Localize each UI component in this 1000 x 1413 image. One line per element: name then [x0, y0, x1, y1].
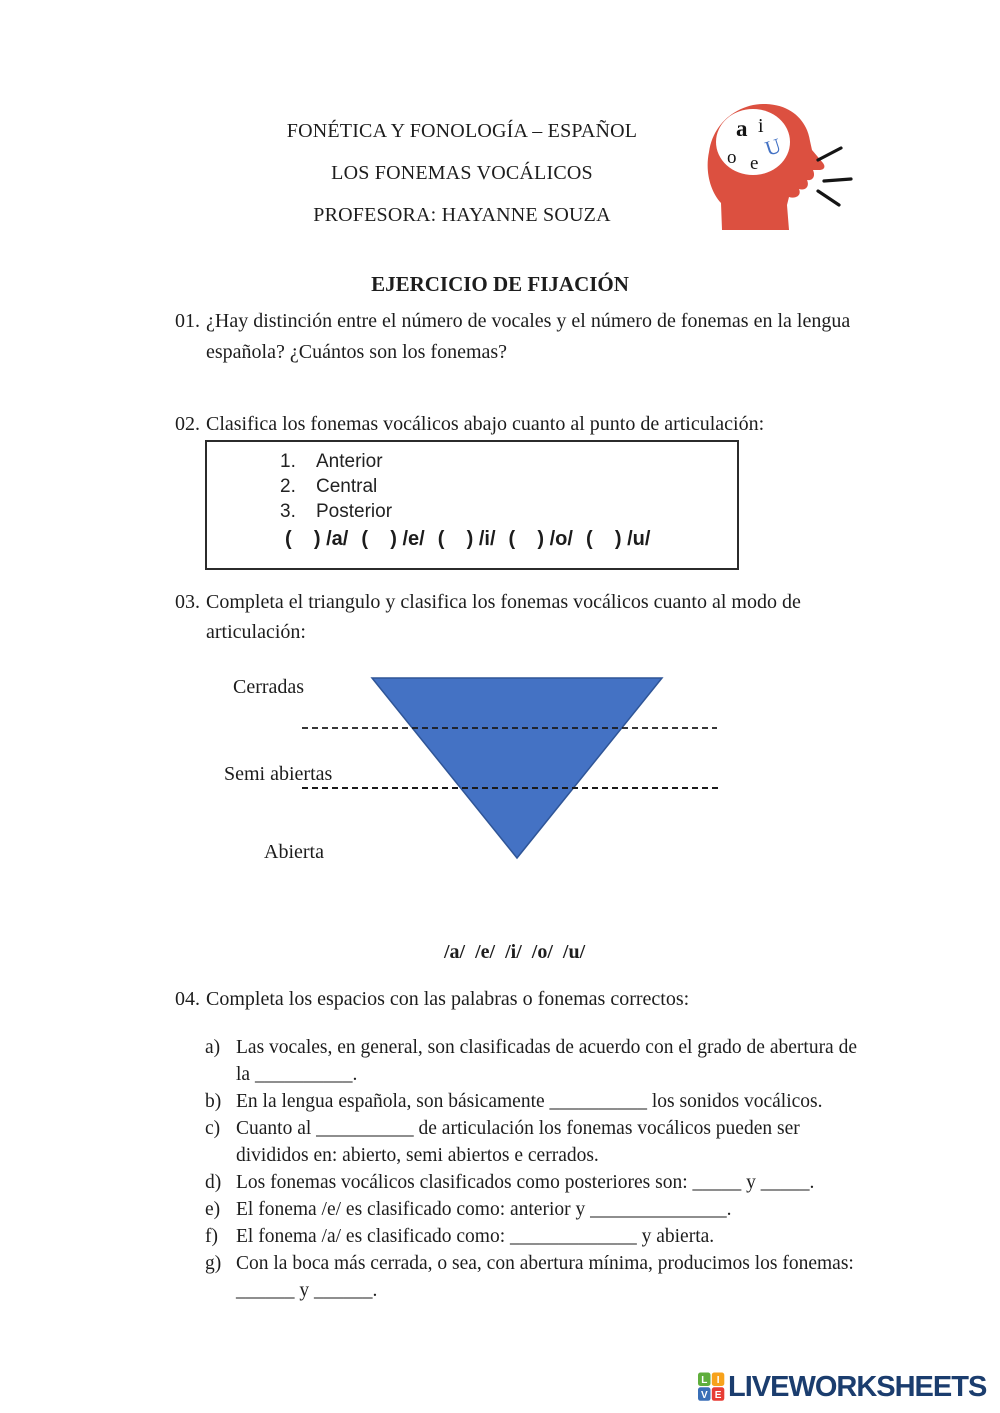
item-d: [205, 1169, 867, 1196]
options-list: [280, 449, 392, 524]
question-03: [175, 587, 865, 647]
item-label: b): [205, 1091, 222, 1112]
inverted-triangle-shape: [372, 678, 662, 858]
item-text: Con la boca más cerrada, o sea, con abertura mínima, producimos los fonemas: ______ y ______.: [236, 1253, 854, 1301]
tile-letter-i: I: [716, 1375, 720, 1386]
answer-parens[interactable]: ( ): [508, 528, 545, 550]
question-03-text: Completa el triangulo y clasifica los fonemas vocálicos cuanto al modo de articulación:: [206, 591, 801, 643]
phoneme-o: /o/: [531, 941, 553, 963]
item-b: [205, 1088, 867, 1115]
title-line-1: FONÉTICA Y FONOLOGÍA – ESPAÑOL: [286, 120, 638, 142]
option-number: 1.: [280, 451, 296, 472]
item-text: Los fonemas vocálicos clasificados como posteriores son: _____ y _____.: [236, 1172, 815, 1193]
answer-parens[interactable]: ( ): [437, 528, 474, 550]
answer-slot-a[interactable]: [285, 528, 348, 551]
option-number: 3.: [280, 501, 296, 522]
option-posterior: [280, 499, 392, 524]
item-text: Cuanto al __________ de articulación los fonemas vocálicos pueden ser divididos en: abierto, semi abiertos e cerrados.: [236, 1118, 800, 1166]
tile-letter-l: L: [701, 1375, 708, 1386]
liveworksheets-wordmark[interactable]: LIVEWORKSHEETS: [728, 1370, 987, 1403]
phoneme-o-label: /o/: [549, 528, 573, 550]
item-f: [205, 1223, 867, 1250]
phoneme-e: /e/: [475, 941, 496, 963]
item-g: [205, 1250, 867, 1304]
triangle-phoneme-row: [444, 941, 585, 964]
option-central: [280, 474, 392, 499]
phoneme-a: /a/: [444, 941, 466, 963]
phoneme-a-label: /a/: [326, 528, 349, 550]
question-02: [175, 409, 873, 440]
phoneme-u: /u/: [562, 941, 586, 963]
exercise-heading: EJERCICIO DE FIJACIÓN: [371, 272, 629, 296]
question-04: [175, 984, 873, 1015]
brain-letter-e: e: [750, 153, 759, 174]
item-label: a): [205, 1037, 221, 1058]
answer-slot-u[interactable]: [586, 528, 650, 551]
item-label: c): [205, 1118, 221, 1139]
question-01-text: ¿Hay distinción entre el número de vocales y el número de fonemas en la lengua española? ¿Cuántos son los fonemas?: [206, 310, 851, 363]
question-01-number: 01.: [175, 310, 200, 332]
title-line-2: LOS FONEMAS VOCÁLICOS: [331, 162, 593, 184]
phoneme-u-label: /u/: [627, 528, 651, 550]
item-label: f): [205, 1226, 218, 1247]
option-number: 2.: [280, 476, 296, 497]
question-02-number: 02.: [175, 413, 200, 435]
item-text: Las vocales, en general, son clasificadas de acuerdo con el grado de abertura de la __________.: [236, 1037, 857, 1085]
question-04-text: Completa los espacios con las palabras o fonemas correctos:: [206, 988, 690, 1010]
item-c: [205, 1115, 867, 1169]
vowel-triangle-diagram: [300, 668, 730, 868]
triangle-label-semi-abiertas: Semi abiertas: [224, 763, 333, 785]
item-text: En la lengua española, son básicamente __________ los sonidos vocálicos.: [236, 1091, 823, 1112]
brain-letter-a: a: [736, 116, 748, 141]
brain-letter-o: o: [727, 147, 737, 168]
phoneme-answer-line: [285, 528, 650, 551]
item-e: [205, 1196, 867, 1223]
question-02-text: Clasifica los fonemas vocálicos abajo cuanto al punto de articulación:: [206, 413, 765, 435]
item-label: d): [205, 1172, 222, 1193]
item-label: g): [205, 1253, 222, 1274]
question-04-number: 04.: [175, 988, 200, 1010]
answer-parens[interactable]: ( ): [585, 528, 622, 550]
title-line-3: PROFESORA: HAYANNE SOUZA: [313, 204, 611, 226]
document-title-block: [172, 110, 752, 236]
speaking-head-graphic: [700, 95, 870, 235]
phoneme-e-label: /e/: [402, 528, 425, 550]
brain-letter-i: i: [758, 115, 764, 137]
item-text: El fonema /e/ es clasificado como: anterior y ______________.: [236, 1199, 732, 1220]
phoneme-i: /i/: [505, 941, 522, 963]
option-label: Anterior: [316, 451, 383, 472]
answer-slot-i[interactable]: [438, 528, 496, 551]
item-a: [205, 1034, 867, 1088]
question-01: [175, 306, 873, 368]
brain-letter-u: U: [762, 133, 785, 161]
answer-parens[interactable]: ( ): [285, 528, 321, 550]
answer-parens[interactable]: ( ): [361, 528, 397, 550]
sound-waves-icon: [818, 148, 851, 205]
triangle-label-abierta: Abierta: [264, 841, 324, 863]
option-label: Posterior: [316, 501, 393, 522]
liveworksheets-logo[interactable]: [698, 1372, 986, 1402]
option-label: Central: [316, 476, 378, 497]
question-04-items: [205, 1034, 867, 1304]
classification-options-box: [205, 440, 739, 570]
option-anterior: [280, 449, 392, 474]
liveworksheets-grid-icon: [698, 1372, 725, 1402]
triangle-label-cerradas: Cerradas: [233, 676, 305, 698]
answer-slot-e[interactable]: [361, 528, 424, 551]
question-03-number: 03.: [175, 591, 200, 613]
item-text: El fonema /a/ es clasificado como: _____________ y abierta.: [236, 1226, 715, 1247]
tile-letter-v: V: [700, 1389, 708, 1401]
tile-letter-e: E: [714, 1389, 722, 1401]
item-label: e): [205, 1199, 221, 1220]
answer-slot-o[interactable]: [509, 528, 573, 551]
phoneme-i-label: /i/: [478, 528, 496, 550]
